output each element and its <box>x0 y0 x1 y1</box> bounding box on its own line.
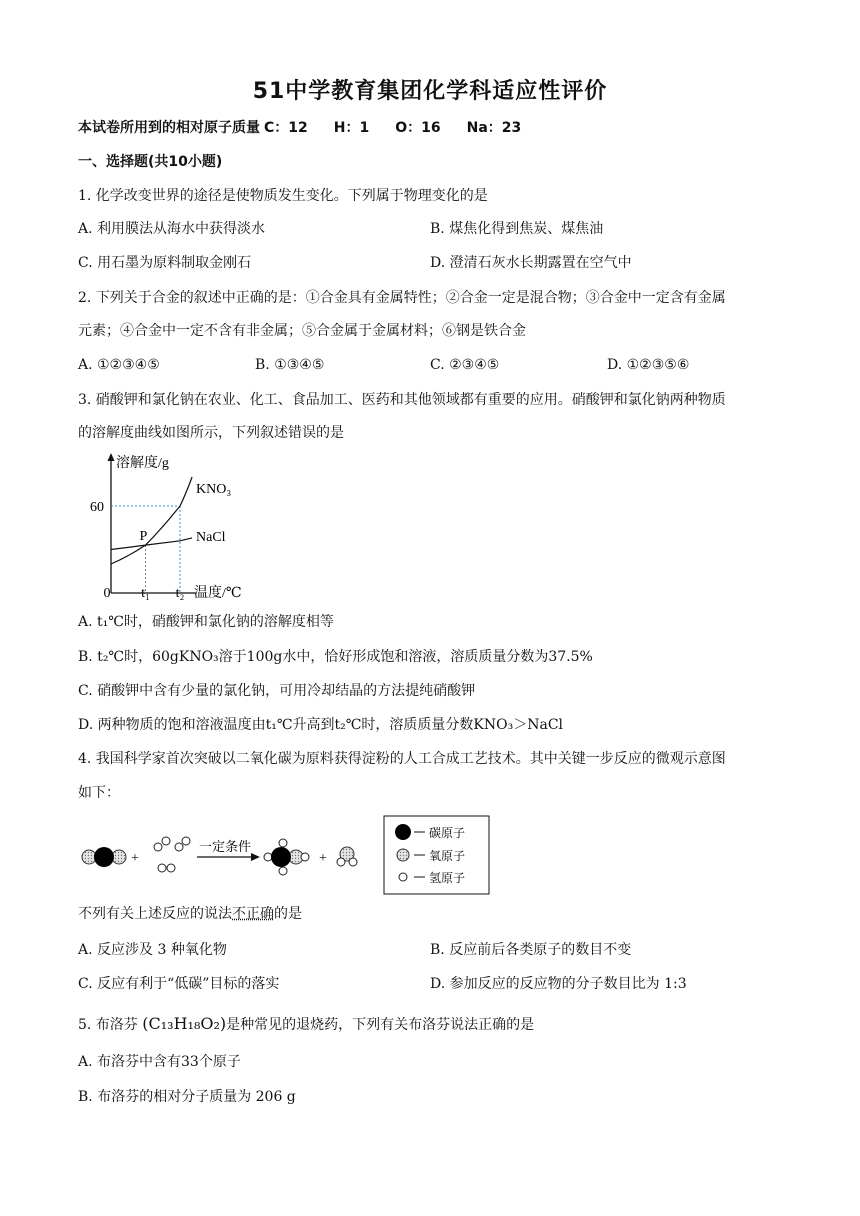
q3-option-d: D. 两种物质的饱和溶液温度由t₁℃升高到t₂℃时，溶质质量分数KNO₃＞NaCl <box>78 717 564 733</box>
section-heading: 一、选择题(共10小题) <box>78 154 223 170</box>
q2-option-a: A. ①②③④⑤ <box>78 357 160 373</box>
y-axis-arrow <box>108 453 115 461</box>
water-molecule <box>337 847 357 866</box>
q3-stem-line1: 3. 硝酸钾和氯化钠在农业、化工、食品加工、医药和其他领域都有重要的应用。硝酸钾和氯化钠两种物质 <box>78 392 726 408</box>
legend-carbon: 碳原子 <box>429 826 466 840</box>
q3-option-b: B. t₂℃时，60gKNO₃溶于100g水中，恰好形成饱和溶液，溶质质量分数为37.5% <box>78 649 593 665</box>
y-tick-60: 60 <box>90 500 104 515</box>
x-tick-0: 0 <box>103 586 111 600</box>
methanol-molecule <box>264 839 309 875</box>
q2-option-c: C. ②③④⑤ <box>430 357 500 373</box>
q5-option-b: B. 布洛芬的相对分子质量为 206 g <box>78 1089 296 1105</box>
q4-stem-line1: 4. 我国科学家首次突破以二氧化碳为原料获得淀粉的人工合成工艺技术。其中关键一步反应的微观示意图 <box>78 751 726 767</box>
q2-option-d: D. ①②③⑤⑥ <box>607 357 690 373</box>
q2-stem-line1: 2. 下列关于合金的叙述中正确的是：①合金具有金属特性；②合金一定是混合物；③合金中一定含有金属 <box>78 290 726 306</box>
emphasis-not-correct: 不正确 <box>232 906 274 922</box>
q3-option-c: C. 硝酸钾中含有少量的氯化钠，可用冷却结晶的方法提纯硝酸钾 <box>78 683 476 699</box>
q5-option-a: A. 布洛芬中含有33个原子 <box>78 1054 241 1070</box>
h2-molecules <box>154 837 190 872</box>
mass-h: H：1 <box>333 120 370 136</box>
mass-o: O：16 <box>395 120 441 136</box>
y-axis-label: 溶解度/g <box>116 456 169 471</box>
x-tick-t2: t₂ <box>175 586 185 600</box>
page-title: 51中学教育集团化学科适应性评价 <box>252 79 608 104</box>
reaction-condition: 一定条件 <box>199 839 252 854</box>
q3-stem-line2: 的溶解度曲线如图所示，下列叙述错误的是 <box>78 425 344 441</box>
q2-stem-line2: 元素；④合金中一定不含有非金属；⑤合金属于金属材料；⑥钢是铁合金 <box>78 323 526 339</box>
q5-stem: 5. 布洛芬 (C₁₃H₁₈O₂)是种常见的退烧药，下列有关布洛芬说法正确的是 <box>78 1014 535 1033</box>
atomic-mass-label: 本试卷所用到的相对原子质量 <box>78 120 260 136</box>
co2-molecule <box>82 847 126 867</box>
q1-option-b: B. 煤焦化得到焦炭、煤焦油 <box>430 221 604 237</box>
mass-na: Na：23 <box>466 120 522 136</box>
reaction-diagram <box>78 812 498 898</box>
plus-sign: + <box>131 851 139 866</box>
legend-hydrogen: 氢原子 <box>429 871 466 885</box>
x-tick-t1: t₁ <box>141 586 150 600</box>
q4-option-c: C. 反应有利于“低碳”目标的落实 <box>78 976 280 992</box>
q4-option-b: B. 反应前后各类原子的数目不变 <box>430 942 632 958</box>
point-p-label: P <box>139 529 148 545</box>
q4-option-d: D. 参加反应的反应物的分子数目比为 1:3 <box>430 976 687 992</box>
legend-nacl: NaCl <box>196 530 226 545</box>
svg-text:+: + <box>319 851 327 866</box>
q1-option-c: C. 用石墨为原料制取金刚石 <box>78 255 252 271</box>
legend-oxygen: 氧原子 <box>429 849 466 863</box>
q1-option-d: D. 澄清石灰水长期露置在空气中 <box>430 255 632 271</box>
q2-option-b: B. ①③④⑤ <box>255 357 325 373</box>
q4-stem-line2: 如下： <box>78 785 120 801</box>
q1-option-a: A. 利用膜法从海水中获得淡水 <box>78 221 266 237</box>
q3-option-a: A. t₁℃时，硝酸钾和氯化钠的溶解度相等 <box>78 614 334 630</box>
ibuprofen-formula: (C₁₃H₁₈O₂) <box>142 1014 227 1033</box>
legend-kno3: KNO₃ <box>196 482 232 497</box>
atomic-mass-line <box>78 118 547 138</box>
mass-c: C：12 <box>264 120 308 136</box>
q4-stem-line3: 不列有关上述反应的说法不正确的是 <box>78 906 302 922</box>
x-axis-label: 温度/℃ <box>194 586 242 600</box>
q4-option-a: A. 反应涉及 3 种氧化物 <box>78 942 227 958</box>
solubility-chart <box>78 450 278 600</box>
q1-stem: 1. 化学改变世界的途径是使物质发生变化。下列属于物理变化的是 <box>78 188 488 204</box>
